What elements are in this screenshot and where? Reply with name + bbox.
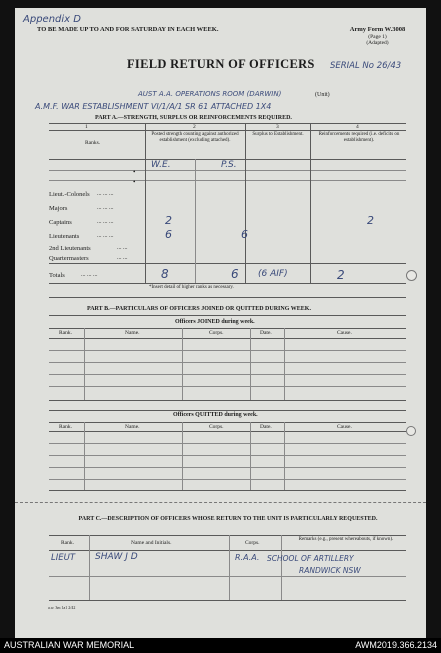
quitted-col-cause: Cause. xyxy=(337,424,352,430)
leader-dots: ... ... ... xyxy=(97,219,114,225)
col-number-4: 4 xyxy=(356,124,359,130)
col-head-surplus: Surplus to Establishment. xyxy=(252,132,304,137)
part-c-col-rank: Rank. xyxy=(61,540,74,546)
captains-we: 2 xyxy=(165,214,172,227)
form-number: Army Form W.3008 xyxy=(349,26,406,33)
ps-subhead: P.S. xyxy=(221,160,237,170)
col-number-2: 2 xyxy=(193,124,196,130)
part-c-col-name: Name and Initials. xyxy=(131,540,172,546)
col-number-3: 3 xyxy=(276,124,279,130)
punch-hole-marker xyxy=(406,270,417,281)
quitted-col-name: Name. xyxy=(125,424,140,430)
appendix-annotation: Appendix D xyxy=(23,14,81,25)
entry-remarks-2: RANDWICK NSW xyxy=(299,566,361,575)
totals-surplus: (6 AIF) xyxy=(258,269,288,279)
col-head-ranks: Ranks. xyxy=(85,140,101,146)
print-code: a.w. 3m 1a1 2/42 xyxy=(48,605,76,610)
quitted-col-date: Date. xyxy=(260,424,272,430)
leader-dots: ... ... ... xyxy=(97,233,114,239)
lieutenants-ps: 6 xyxy=(241,228,248,241)
entry-corps: R.A.A. xyxy=(235,553,260,562)
serial-number: SERIAL No 26/43 xyxy=(330,61,402,71)
rank-label: Lieutenants xyxy=(49,233,80,240)
col-number-1: 1 xyxy=(85,124,88,130)
part-a-heading: PART A.—STRENGTH, SURPLUS OR REINFORCEMENTS REQUIRED. xyxy=(95,115,292,121)
quitted-table xyxy=(49,422,406,490)
rank-row-captains xyxy=(49,214,406,230)
part-a-footnote: *Insert detail of higher ranks as necessary. xyxy=(149,285,234,290)
part-c-col-corps: Corps. xyxy=(245,540,260,546)
totals-ps: 6 xyxy=(231,267,239,281)
leader-dots: ... ... ... xyxy=(81,272,98,278)
unit-label: (Unit) xyxy=(315,92,330,98)
rank-row-lieutenants xyxy=(49,228,406,244)
joined-col-date: Date. xyxy=(260,330,272,336)
lieutenants-we: 6 xyxy=(165,228,172,241)
joined-col-corps: Corps. xyxy=(209,330,224,336)
col-head-posted: Posted strength counting against authorized establishment (excluding attached). xyxy=(151,132,239,143)
leader-dots: ... ... ... xyxy=(97,205,114,211)
punch-hole-marker-2 xyxy=(406,426,416,436)
part-c-table xyxy=(49,535,406,600)
quitted-col-corps: Corps. xyxy=(209,424,224,430)
asterisk-2: • xyxy=(133,178,136,186)
leader-dots: ... ... xyxy=(117,255,128,261)
rank-row-2nd-lieutenants xyxy=(49,244,406,256)
col-head-reinforcements: Reinforcements required (i.e. deficits on establishment). xyxy=(318,132,400,143)
establishment-note: A.M.F. WAR ESTABLISHMENT VI/1/A/1 SR 61 ATTACHED 1X4 xyxy=(35,102,272,111)
footer-institution: AUSTRALIAN WAR MEMORIAL xyxy=(4,640,135,650)
part-b-heading: PART B.—PARTICULARS OF OFFICERS JOINED OR QUITTED DURING WEEK. xyxy=(87,306,311,312)
totals-we: 8 xyxy=(161,267,169,281)
part-c-heading: PART C.—DESCRIPTION OF OFFICERS WHOSE RETURN TO THE UNIT IS PARTICULARLY REQUESTED. xyxy=(78,516,378,522)
form-sheet xyxy=(15,8,426,638)
footer-accession-number: AWM2019.366.2134 xyxy=(355,640,437,650)
perforation-line xyxy=(15,502,426,503)
entry-name: SHAW J D xyxy=(95,552,138,562)
entry-remarks-1: SCHOOL OF ARTILLERY xyxy=(267,554,354,563)
unit-name: AUST A.A. OPERATIONS ROOM (DARWIN) xyxy=(138,90,282,98)
joined-col-rank: Rank. xyxy=(59,330,72,336)
rank-row-majors xyxy=(49,204,406,216)
leader-dots: ... ... ... xyxy=(97,191,114,197)
archive-footer xyxy=(0,638,441,653)
leader-dots: ... ... xyxy=(117,245,128,251)
rank-label: Captains xyxy=(49,219,72,226)
joined-title: Officers JOINED during week. xyxy=(175,319,255,325)
rank-label: Lieut.-Colonels xyxy=(49,191,90,198)
rank-row-quartermasters xyxy=(49,256,406,268)
joined-col-name: Name. xyxy=(125,330,140,336)
quitted-title: Officers QUITTED during week. xyxy=(173,412,258,418)
captains-reinforcements: 2 xyxy=(367,214,374,227)
rank-label: Majors xyxy=(49,205,68,212)
form-title: FIELD RETURN OF OFFICERS xyxy=(127,57,315,71)
totals-reinforcements: 2 xyxy=(337,268,345,282)
top-instruction: TO BE MADE UP TO AND FOR SATURDAY IN EACH WEEK. xyxy=(37,26,219,33)
we-subhead: W.E. xyxy=(151,160,171,170)
totals-row xyxy=(49,269,406,283)
totals-label: Totals xyxy=(49,272,65,279)
entry-rank: LIEUT xyxy=(51,553,76,563)
form-adapted: (Adapted) xyxy=(366,40,389,46)
rank-label: Quartermasters xyxy=(49,255,89,262)
rank-label: 2nd Lieutenants xyxy=(49,245,91,252)
joined-col-cause: Cause. xyxy=(337,330,352,336)
form-page: (Page 1) xyxy=(368,34,387,40)
asterisk-1: • xyxy=(133,168,136,176)
rank-row-lieut-colonels xyxy=(49,190,406,202)
quitted-col-rank: Rank. xyxy=(59,424,72,430)
part-c-col-remarks: Remarks (e.g., present whereabouts, if known). xyxy=(298,537,394,542)
joined-table xyxy=(49,328,406,400)
